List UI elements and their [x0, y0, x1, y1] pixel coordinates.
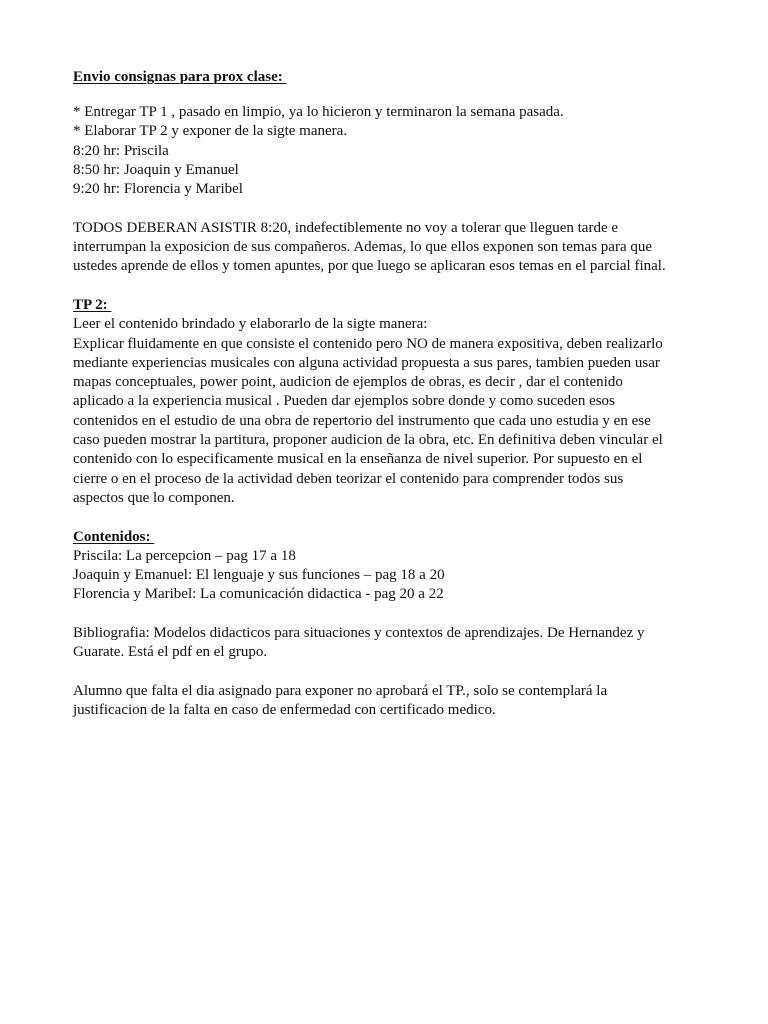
- tp2-line: contenido con lo especificamente musical en la enseñanza de nivel superior. Por supuesto en el: [73, 451, 643, 468]
- spacer: [73, 605, 733, 624]
- task-item: * Elaborar TP 2 y exponer de la sigte manera.: [73, 123, 348, 140]
- attendance-notice: [73, 219, 733, 277]
- document-title: Envio consignas para prox clase:: [73, 69, 287, 85]
- schedule-item: 9:20 hr: Florencia y Maribel: [73, 181, 243, 198]
- absence-policy: [73, 682, 733, 721]
- contents-item: Priscila: La percepcion – pag 17 a 18: [73, 547, 296, 564]
- bibliography-line: Bibliografia: Modelos didacticos para situaciones y contextos de aprendizajes. De Hernandez y: [73, 625, 645, 641]
- schedule-item: 8:20 hr: Priscila: [73, 142, 169, 159]
- task-list: [73, 103, 733, 142]
- spacer: [73, 663, 733, 682]
- contents-item: Florencia y Maribel: La comunicación didactica - pag 20 a 22: [73, 586, 444, 603]
- tp2-line: aspectos que lo componen.: [73, 489, 235, 506]
- tp2-line: Explicar fluidamente en que consiste el contenido pero NO de manera expositiva, deben realizarlo: [73, 335, 663, 352]
- absence-line: justificacion de la falta en caso de enfermedad con certificado medico.: [73, 702, 496, 719]
- task-item: * Entregar TP 1 , pasado en limpio, ya lo hicieron y terminaron la semana pasada.: [73, 103, 564, 120]
- tp2-line: mapas conceptuales, power point, audicion de ejemplos de obras, es decir , dar el contenido: [73, 374, 623, 391]
- spacer: [73, 277, 733, 296]
- document-body: [73, 68, 733, 720]
- schedule-list: [73, 142, 733, 200]
- tp2-line: caso pueden mostrar la partitura, proponer audicion de la obra, etc. En definitiva deben vincular el: [73, 432, 663, 449]
- bibliography-line: Guarate. Está el pdf en el grupo.: [73, 644, 268, 661]
- contents-heading: Contenidos:: [73, 528, 155, 545]
- spacer: [73, 508, 733, 527]
- schedule-item: 8:50 hr: Joaquin y Emanuel: [73, 161, 239, 178]
- tp2-line: Leer el contenido brindado y elaborarlo de la sigte manera:: [73, 316, 428, 333]
- notice-line: TODOS DEBERAN ASISTIR 8:20, indefectiblemente no voy a tolerar que lleguen tarde e: [73, 219, 619, 236]
- tp2-line: contenidos en el estudio de una obra de repertorio del instrumento que cada uno estudia y en ese: [73, 412, 651, 429]
- tp2-section: [73, 296, 733, 508]
- tp2-line: mediante experiencias musicales con alguna actividad propuesta a sus pares, tambien pueden usar: [73, 354, 660, 371]
- spacer: [73, 199, 733, 218]
- spacer: [73, 87, 733, 103]
- notice-line: interrumpan la exposicion de sus compañeros. Ademas, lo que ellos exponen son temas para que: [73, 239, 653, 256]
- contents-item: Joaquin y Emanuel: El lenguaje y sus funciones – pag 18 a 20: [73, 567, 445, 584]
- contents-section: [73, 528, 733, 605]
- tp2-line: cierre o en el proceso de la actividad deben teorizar el contenido para comprender todos sus: [73, 470, 624, 487]
- notice-line: ustedes aprende de ellos y tomen apuntes, por que luego se aplicaran esos temas en el parcial final.: [73, 258, 666, 275]
- tp2-line: aplicado a la experiencia musical . Pueden dar ejemplos sobre donde y como suceden esos: [73, 393, 615, 410]
- absence-line: Alumno que falta el dia asignado para exponer no aprobará el TP., solo se contemplará la: [73, 682, 608, 699]
- tp2-heading: TP 2:: [73, 296, 112, 313]
- bibliography: [73, 624, 733, 663]
